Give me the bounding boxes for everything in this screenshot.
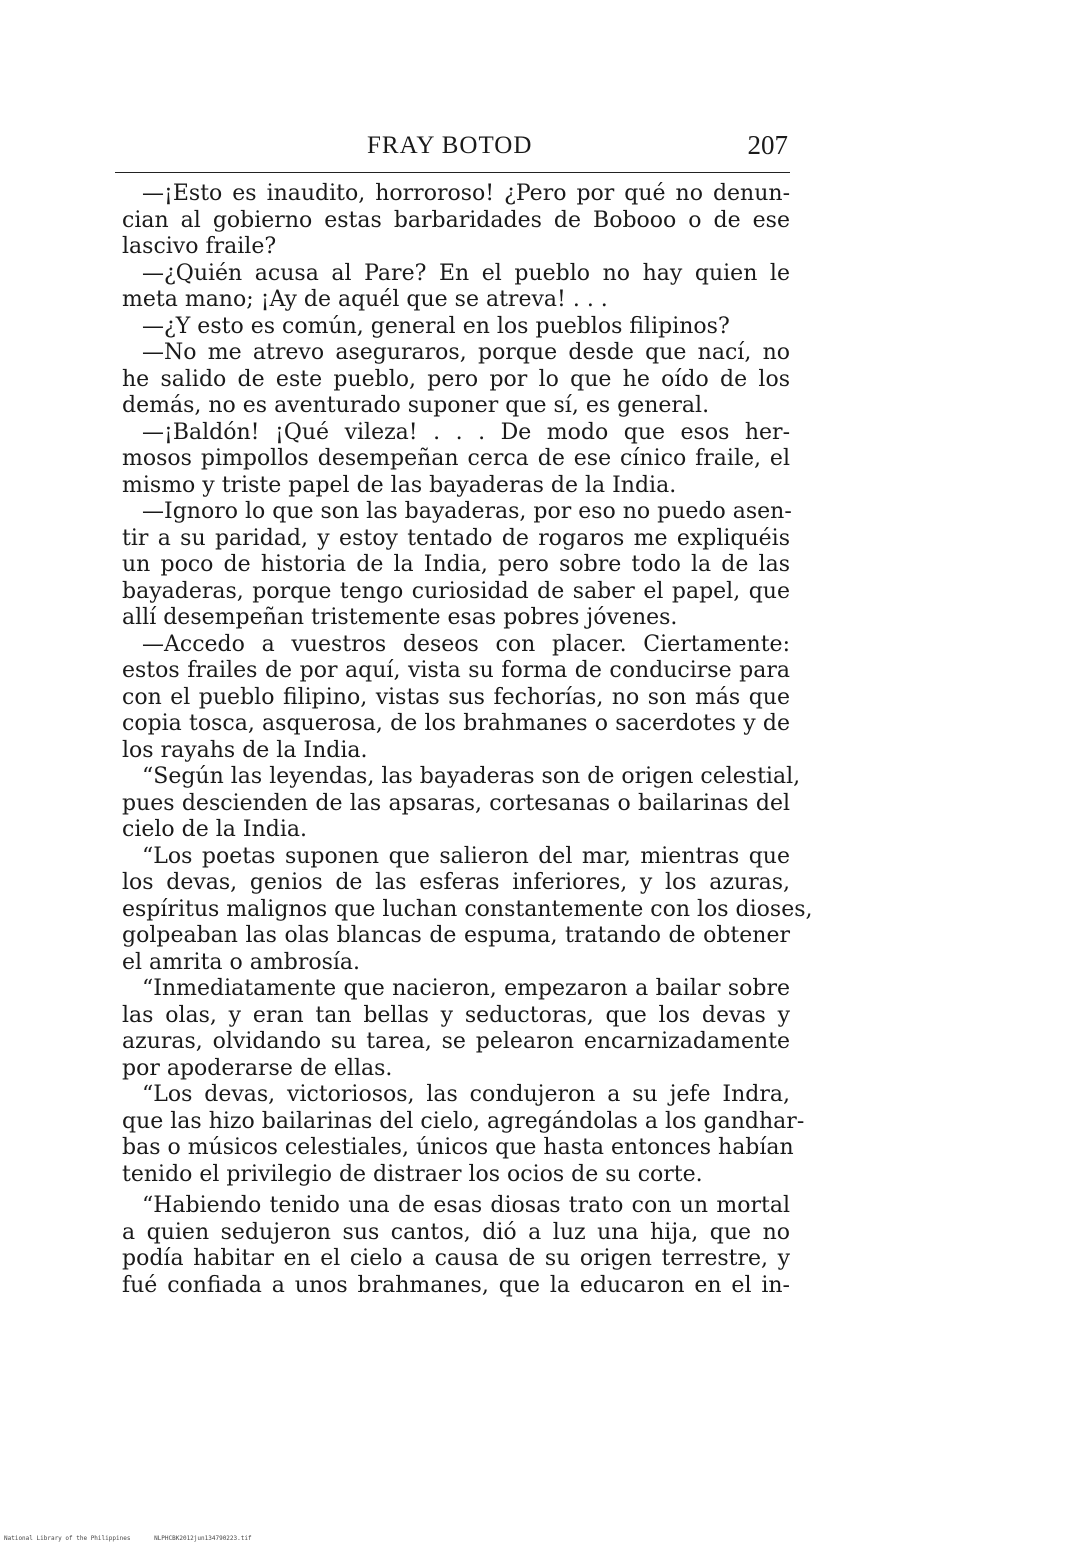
text-line: el amrita o ambrosía.: [122, 949, 361, 975]
text-line: “Los devas, victoriosos, las condujeron a su jefe Indra,: [142, 1082, 790, 1107]
text-line: —¿Quién acusa al Pare? En el pueblo no hay quien le: [142, 260, 790, 286]
text-line: un poco de historia de la India, pero sobre todo la de las: [122, 552, 790, 577]
text-line: fué confiada a unos brahmanes, que la educaron en el in-: [122, 1272, 790, 1298]
text-line: —Accedo a vuestros deseos con placer. Ciertamente:: [142, 631, 790, 657]
text-line: “Inmediatamente que nacieron, empezaron a bailar sobre: [142, 976, 790, 1001]
page-number: 207: [747, 130, 788, 160]
text-line: tenido el privilegio de distraer los ocios de su corte.: [122, 1161, 703, 1187]
text-line: los rayahs de la India.: [122, 737, 368, 763]
text-line: con el pueblo filipino, vistas sus fechorías, no son más que: [122, 684, 790, 710]
text-line: golpeaban las olas blancas de espuma, tratando de obtener: [122, 923, 790, 948]
text-line: bas o músicos celestiales, únicos que hasta entonces habían: [122, 1135, 794, 1160]
text-line: espíritus malignos que luchan constantemente con los dioses,: [122, 896, 813, 922]
text-line: cian al gobierno estas barbaridades de Bobooo o de ese: [122, 207, 790, 233]
text-line: “Según las leyendas, las bayaderas son de origen celestial,: [142, 764, 801, 789]
page-header: [115, 132, 790, 173]
text-line: cielo de la India.: [122, 817, 307, 842]
text-line: que las hizo bailarinas del cielo, agregándolas a los gandhar-: [122, 1108, 805, 1134]
text-line: copia tosca, asquerosa, de los brahmanes o sacerdotes y de: [122, 711, 790, 736]
text-line: mismo y triste papel de las bayaderas de la India.: [122, 472, 677, 498]
text-line: azuras, olvidando su tarea, se pelearon encarnizadamente: [122, 1029, 790, 1054]
text-line: las olas, y eran tan bellas y seductoras, que los devas y: [122, 1002, 790, 1028]
text-line: —¿Y esto es común, general en los pueblos filipinos?: [142, 313, 730, 339]
text-line: estos frailes de por aquí, vista su forma de conducirse para: [122, 658, 790, 683]
text-line: los devas, genios de las esferas inferiores, y los azuras,: [122, 870, 790, 895]
text-line: “Los poetas suponen que salieron del mar, mientras que: [142, 843, 790, 869]
text-line: lascivo fraile?: [122, 234, 277, 259]
text-line: a quien sedujeron sus cantos, dió a luz una hija, que no: [122, 1219, 790, 1245]
text-line: demás, no es aventurado suponer que sí, es general.: [122, 393, 710, 418]
text-line: —¡Baldón! ¡Qué vileza! . . . De modo que esos her-: [142, 419, 790, 445]
text-line: meta mano; ¡Ay de aquél que se atreva! . . .: [122, 287, 608, 312]
text-line: mosos pimpollos desempeñan cerca de ese cínico fraile, el: [122, 446, 790, 471]
text-line: bayaderas, porque tengo curiosidad de saber el papel, que: [122, 578, 790, 604]
text-line: pues descienden de las apsaras, cortesanas o bailarinas del: [122, 790, 790, 816]
text-line: allí desempeñan tristemente esas pobres jóvenes.: [122, 605, 678, 630]
text-line: —¡Esto es inaudito, horroroso! ¿Pero por qué no denun-: [142, 181, 790, 206]
text-line: “Habiendo tenido una de esas diosas trato con un mortal: [142, 1193, 790, 1218]
text-line: —Ignoro lo que son las bayaderas, por eso no puedo asen-: [142, 499, 792, 524]
text-line: tir a su paridad, y estoy tentado de rogaros me expliquéis: [122, 525, 790, 551]
text-line: por apoderarse de ellas.: [122, 1055, 393, 1081]
scan-footer: [4, 1535, 272, 1542]
footer-library: National Library of the Philippines: [4, 1535, 131, 1542]
body-text: [122, 181, 813, 1299]
text-line: podía habitar en el cielo a causa de su origen terrestre, y: [122, 1246, 790, 1271]
footer-file-id: NLPHCBK2012jun134790223.tif: [154, 1535, 252, 1542]
text-line: —No me atrevo aseguraros, porque desde que nací, no: [142, 340, 790, 365]
running-title: FRAY BOTOD: [367, 132, 533, 159]
text-line: he salido de este pueblo, pero por lo que he oído de los: [122, 366, 790, 392]
